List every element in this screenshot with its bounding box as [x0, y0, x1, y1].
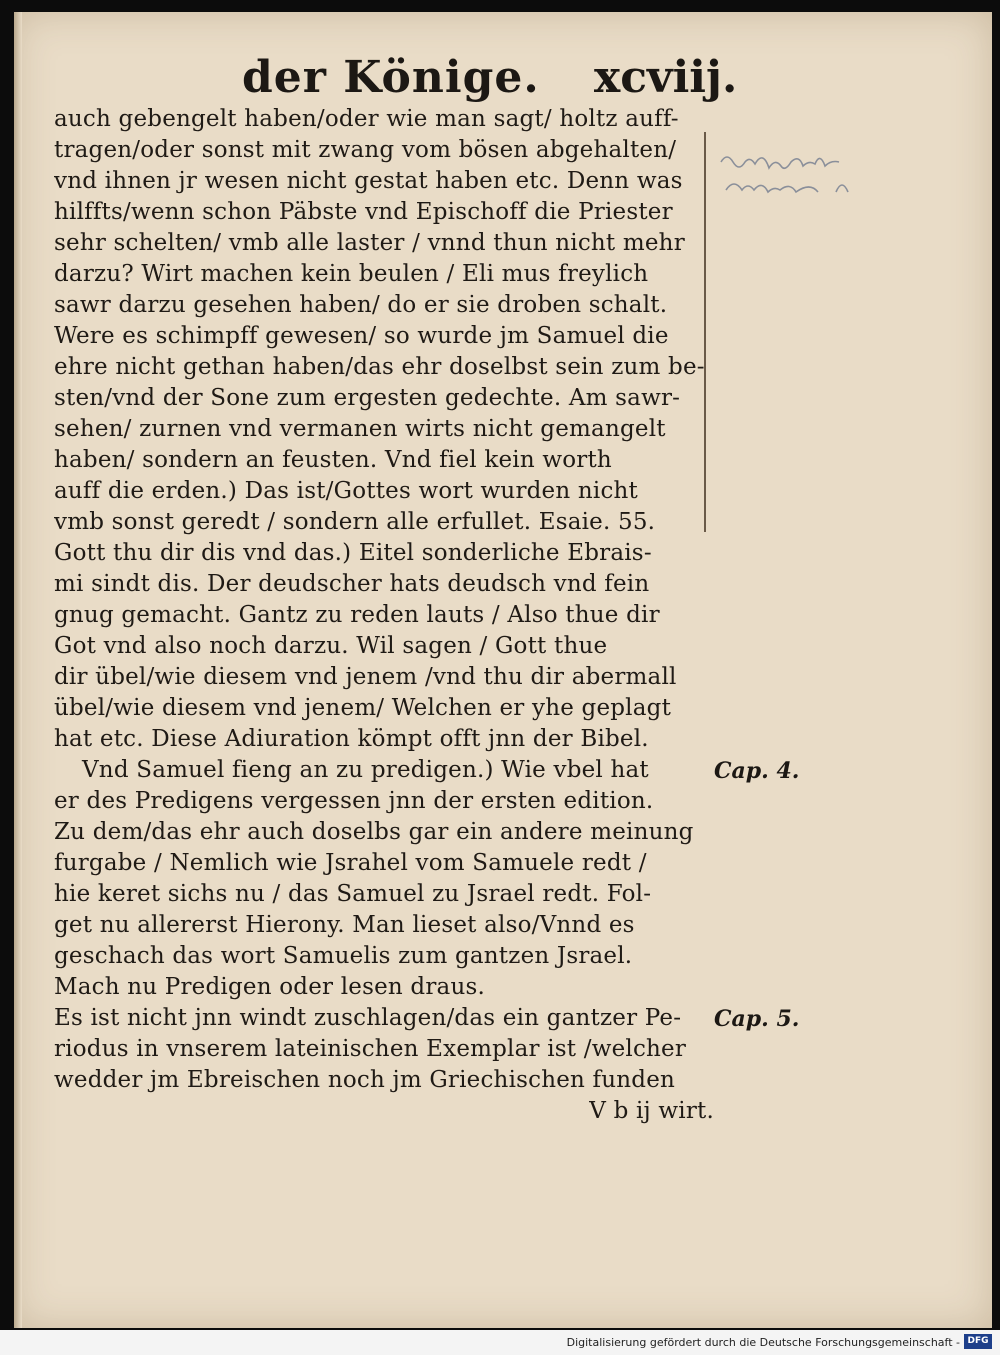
book-page	[14, 12, 992, 1328]
text-line: vnd ihnen jr wesen nicht gestat haben etc. Denn was	[54, 168, 683, 194]
text-line: hat etc. Diese Adiuration kömpt offt jnn der Bibel.	[54, 726, 649, 752]
text-line: wedder jm Ebreischen noch jm Griechischen funden	[54, 1067, 676, 1093]
text-line: sawr darzu gesehen haben/ do er sie droben schalt.	[54, 292, 668, 318]
footer	[0, 1330, 1000, 1355]
margin-note-chapter: Cap. 5.	[714, 1006, 800, 1032]
text-line: Vnd Samuel fieng an zu predigen.) Wie vbel hat	[82, 757, 649, 783]
text-line: gnug gemacht. Gantz zu reden lauts / Also thue dir	[54, 602, 660, 628]
running-title: der Könige.	[242, 52, 540, 103]
text-line: dir übel/wie diesem vnd jenem /vnd thu dir abermall	[54, 664, 677, 690]
margin-note-chapter: Cap. 4.	[714, 758, 800, 784]
text-line: ehre nicht gethan haben/das ehr doselbst sein zum be-	[54, 354, 705, 380]
text-line: sehen/ zurnen vnd vermanen wirts nicht gemangelt	[54, 416, 666, 442]
text-line: auff die erden.) Das ist/Gottes wort wurden nicht	[54, 478, 639, 504]
text-line: haben/ sondern an feusten. Vnd fiel kein worth	[54, 447, 612, 473]
dfg-logo: DFG	[964, 1334, 992, 1349]
text-line: er des Predigens vergessen jnn der ersten edition.	[54, 788, 654, 814]
text-line: hie keret sichs nu / das Samuel zu Jsrael redt. Fol-	[54, 881, 652, 907]
page-gutter-shadow	[14, 12, 22, 1328]
text-line: riodus in vnserem lateinischen Exemplar ist /welcher	[54, 1036, 687, 1062]
text-line: get nu allererst Hierony. Man lieset also/Vnnd es	[54, 912, 635, 938]
text-line: furgabe / Nemlich wie Jsrahel vom Samuele redt /	[54, 850, 647, 876]
text-line: darzu? Wirt machen kein beulen / Eli mus freylich	[54, 261, 649, 287]
folio-number: xcviij.	[594, 52, 738, 103]
text-line: vmb sonst geredt / sondern alle erfullet. Esaie. 55.	[54, 509, 656, 535]
text-line: übel/wie diesem vnd jenem/ Welchen er yhe geplagt	[54, 695, 672, 721]
text-line: auch gebengelt haben/oder wie man sagt/ holtz auff-	[54, 106, 679, 132]
text-line: Were es schimpff gewesen/ so wurde jm Samuel die	[54, 323, 669, 349]
footer-credit: Digitalisierung gefördert durch die Deutsche Forschungsgemeinschaft -	[566, 1336, 960, 1349]
text-line: hilffts/wenn schon Päbste vnd Epischoff die Priester	[54, 199, 673, 225]
text-line: sten/vnd der Sone zum ergesten gedechte. Am sawr-	[54, 385, 681, 411]
text-line: Zu dem/das ehr auch doselbs gar ein andere meinung	[54, 819, 694, 845]
body-text	[54, 104, 754, 1127]
text-line: geschach das wort Samuelis zum gantzen Jsrael.	[54, 943, 633, 969]
text-line: sehr schelten/ vmb alle laster / vnnd thun nicht mehr	[54, 230, 685, 256]
catchword: V b ij wirt.	[589, 1098, 714, 1124]
text-line: Mach nu Predigen oder lesen draus.	[54, 974, 485, 1000]
text-line: Got vnd also noch darzu. Wil sagen / Gott thue	[54, 633, 608, 659]
text-line: Es ist nicht jnn windt zuschlagen/das ein gantzer Pe-	[54, 1005, 682, 1031]
text-line: tragen/oder sonst mit zwang vom bösen abgehalten/	[54, 137, 677, 163]
text-line: Gott thu dir dis vnd das.) Eitel sonderliche Ebrais-	[54, 540, 652, 566]
text-line: mi sindt dis. Der deudscher hats deudsch vnd fein	[54, 571, 650, 597]
running-head	[14, 52, 992, 112]
